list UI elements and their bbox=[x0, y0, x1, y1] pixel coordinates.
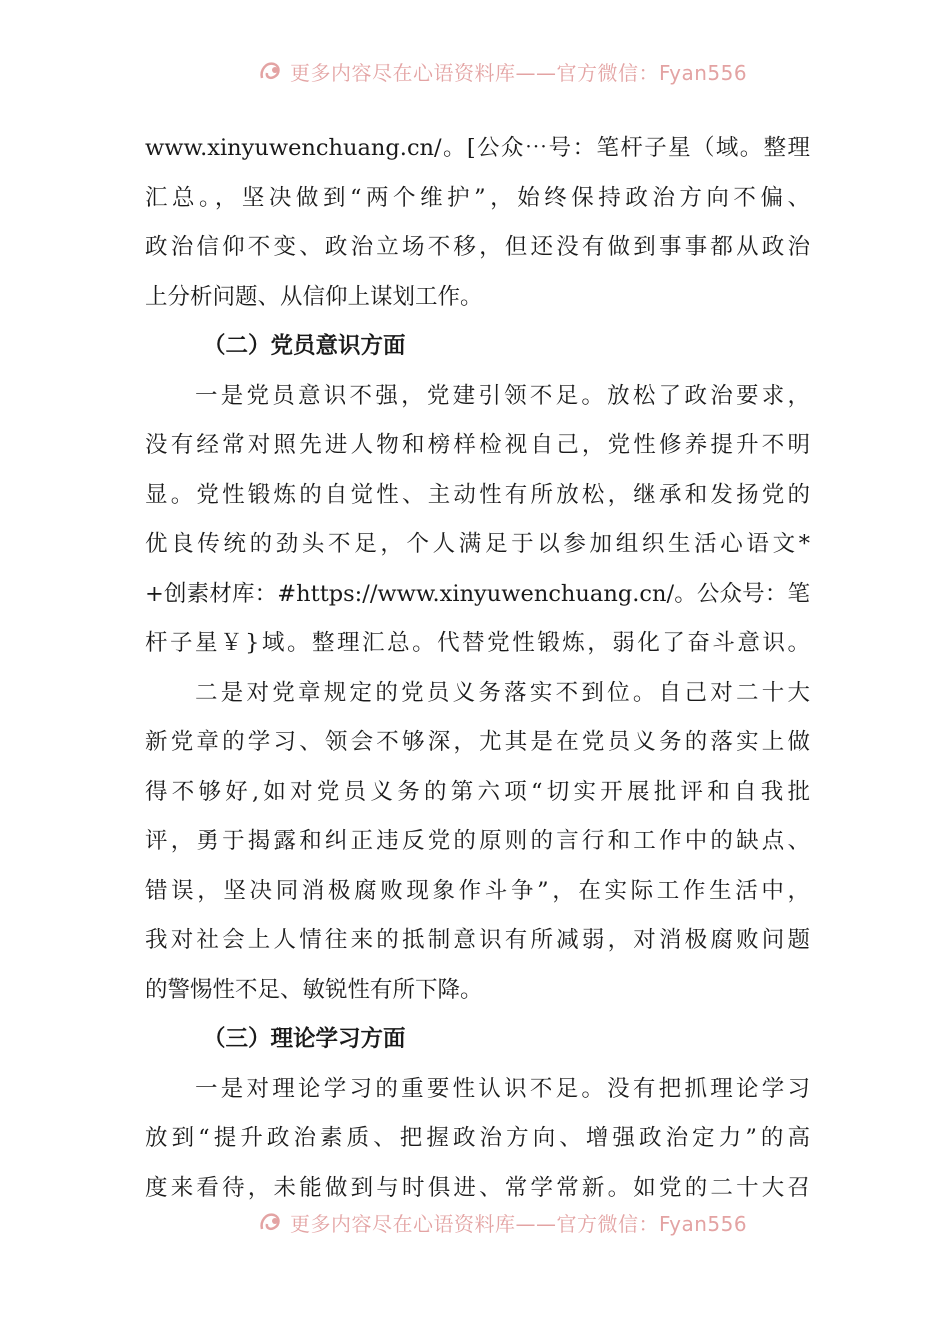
logo-icon bbox=[258, 58, 284, 84]
text-line: 优良传统的劲头不足，个人满足于以参加组织生活心语文* bbox=[145, 531, 810, 557]
text-line: 的警惕性不足、敏锐性有所下降。 bbox=[145, 976, 483, 1003]
text-line: 得不够好,如对党员义务的第六项“切实开展批评和自我批 bbox=[145, 778, 810, 805]
text-line: 度来看待，未能做到与时俱进、常学常新。如党的二十大召 bbox=[145, 1174, 810, 1201]
text-line: 杆子星￥}域。整理汇总。代替党性锻炼，弱化了奋斗意识。 bbox=[145, 630, 810, 656]
text-line: 新党章的学习、领会不够深，尤其是在党员义务的落实上做 bbox=[145, 729, 810, 755]
section-heading-2: （二）党员意识方面 bbox=[203, 333, 406, 359]
text-line: www.xinyuwenchuang.cn/。[公众⋯号：笔杆子星（域。整理 bbox=[145, 135, 810, 161]
text-line: 没有经常对照先进人物和榜样检视自己，党性修养提升不明 bbox=[145, 432, 810, 458]
logo-icon bbox=[258, 1209, 284, 1235]
text-line: +创素材库：#https://www.xinyuwenchuang.cn/。公众号：笔 bbox=[145, 580, 810, 607]
text-line: 汇总。，坚决做到“两个维护”，始终保持政治方向不偏、 bbox=[145, 184, 810, 211]
document-body bbox=[145, 124, 810, 1213]
text-line: 二是对党章规定的党员义务落实不到位。自己对二十大 bbox=[195, 679, 810, 706]
text-line: 错误，坚决同消极腐败现象作斗争”，在实际工作生活中， bbox=[145, 877, 810, 904]
text-line: 我对社会上人情往来的抵制意识有所减弱，对消极腐败问题 bbox=[145, 927, 810, 953]
text-line: 放到“提升政治素质、把握政治方向、增强政治定力”的高 bbox=[145, 1125, 810, 1151]
text-line: 一是对理论学习的重要性认识不足。没有把抓理论学习 bbox=[195, 1075, 810, 1102]
text-line: 上分析问题、从信仰上谋划工作。 bbox=[145, 283, 483, 310]
text-line: 一是党员意识不强，党建引领不足。放松了政治要求， bbox=[195, 382, 810, 409]
watermark-text: 更多内容尽在心语资料库——官方微信：Fyan556 bbox=[290, 1211, 748, 1236]
watermark-text: 更多内容尽在心语资料库——官方微信：Fyan556 bbox=[290, 60, 748, 85]
watermark-footer bbox=[258, 1207, 747, 1237]
text-line: 显。党性锻炼的自觉性、主动性有所放松，继承和发扬党的 bbox=[145, 481, 810, 508]
text-line: 评，勇于揭露和纠正违反党的原则的言行和工作中的缺点、 bbox=[145, 828, 810, 854]
watermark-header bbox=[258, 56, 747, 86]
section-heading-3: （三）理论学习方面 bbox=[203, 1026, 406, 1052]
text-line: 政治信仰不变、政治立场不移，但还没有做到事事都从政治 bbox=[145, 234, 810, 260]
